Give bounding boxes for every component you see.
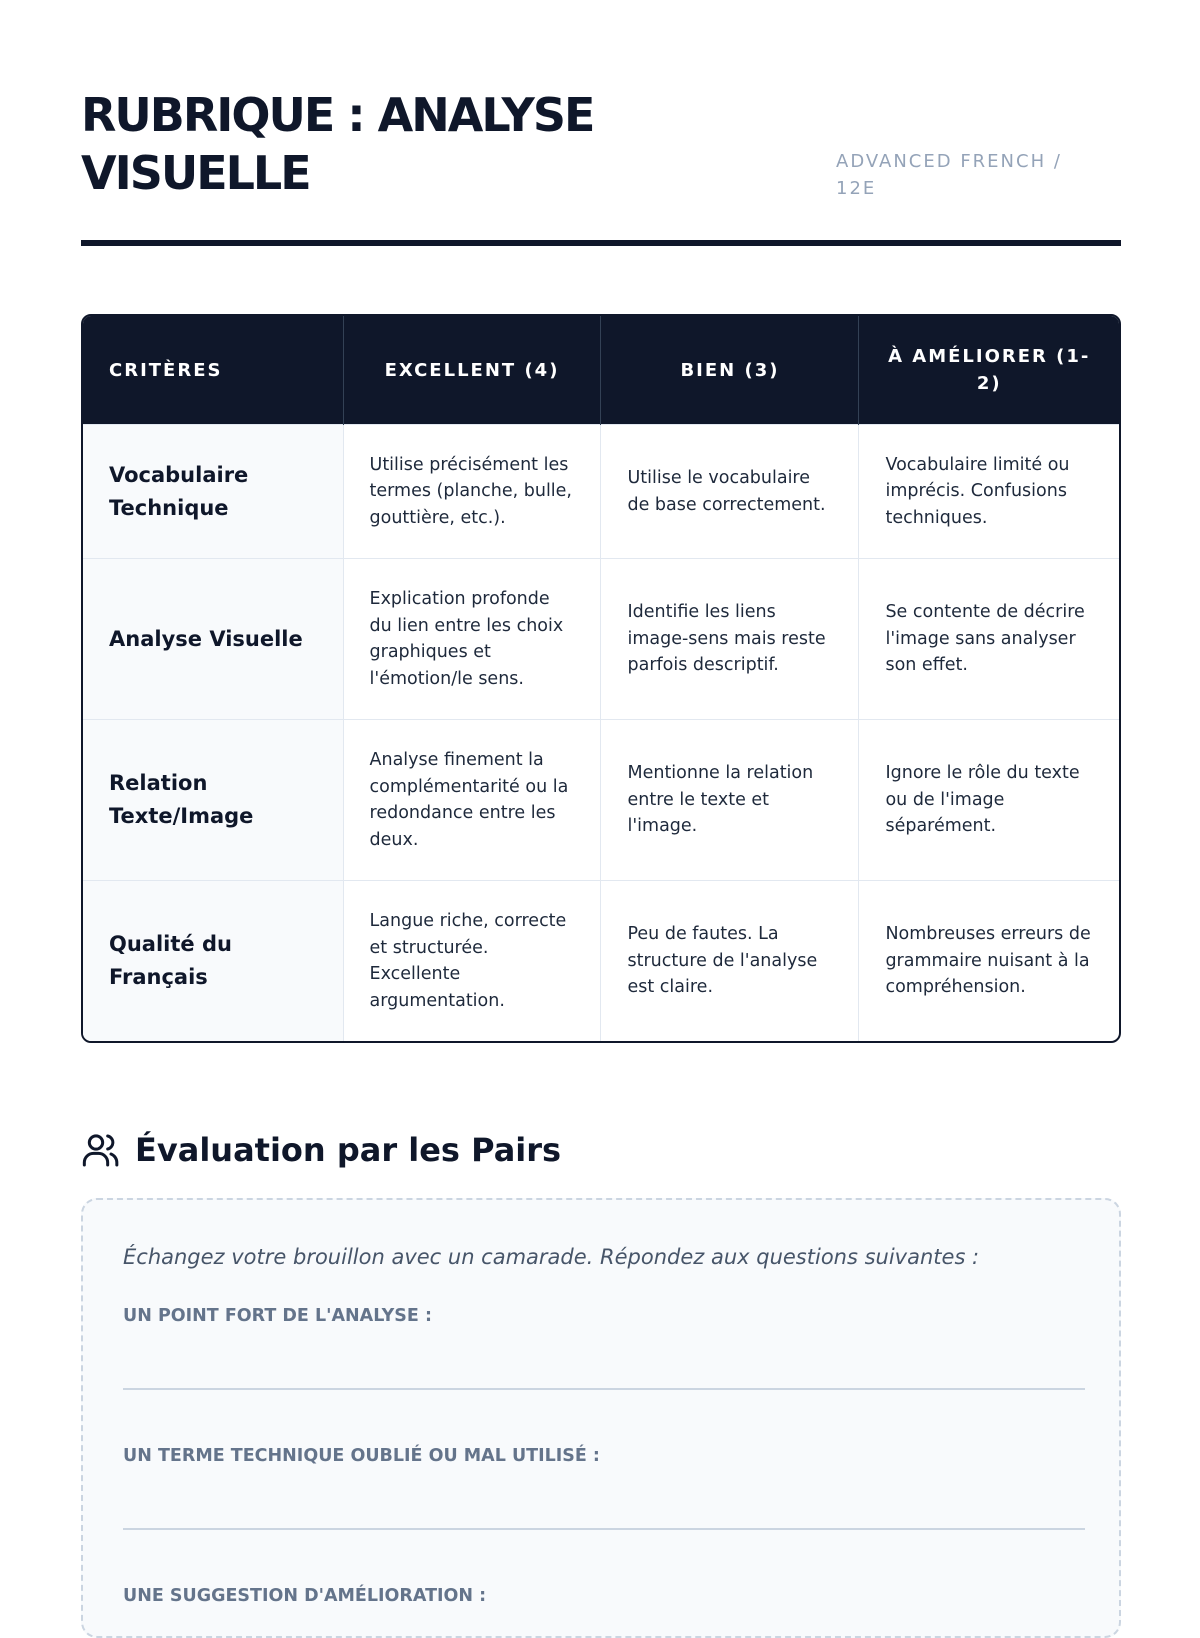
column-header-excellent: EXCELLENT (4) [343,316,601,425]
question-label-term: UN TERME TECHNIQUE OUBLIÉ OU MAL UTILISÉ : [123,1446,600,1466]
ameliorer-cell: Vocabulaire limité ou imprécis. Confusions techniques. [859,425,1119,559]
excellent-cell: Analyse finement la complémentarité ou la redondance entre les deux. [343,720,601,881]
answer-field-term[interactable] [123,1526,1085,1530]
header-divider [81,240,1121,246]
page [81,0,1121,1606]
excellent-cell: Langue riche, correcte et structurée. Excellente argumentation. [343,881,601,1042]
peer-review-intro: Échangez votre brouillon avec un camarade. Répondez aux questions suivantes : [123,1245,980,1269]
page-title: RUBRIQUE : ANALYSE VISUELLE [81,88,594,200]
table-header-row [83,316,1119,425]
criterion-cell: Vocabulaire Technique [83,425,343,559]
column-header-ameliorer: À AMÉLIORER (1-2) [859,316,1119,425]
column-header-bien: BIEN (3) [601,316,859,425]
question-label-suggestion: UNE SUGGESTION D'AMÉLIORATION : [123,1586,487,1606]
table-row [83,425,1119,559]
table-row [83,881,1119,1042]
ameliorer-cell: Se contente de décrire l'image sans analyser son effet. [859,559,1119,720]
answer-field-strength[interactable] [123,1386,1085,1390]
course-label: ADVANCED FRENCH / 12E [836,151,1062,199]
peer-review-title: Évaluation par les Pairs [135,1131,562,1169]
column-header-criteria: CRITÈRES [83,316,343,425]
table-row [83,559,1119,720]
peer-review-box [81,1198,1121,1638]
bien-cell: Mentionne la relation entre le texte et l'image. [601,720,859,881]
page-header [81,0,1121,250]
ameliorer-cell: Ignore le rôle du texte ou de l'image séparément. [859,720,1119,881]
excellent-cell: Explication profonde du lien entre les choix graphiques et l'émotion/le sens. [343,559,601,720]
ameliorer-cell: Nombreuses erreurs de grammaire nuisant à la compréhension. [859,881,1119,1042]
bien-cell: Peu de fautes. La structure de l'analyse est claire. [601,881,859,1042]
rubric-table [81,314,1121,1043]
criterion-cell: Relation Texte/Image [83,720,343,881]
criterion-cell: Qualité du Français [83,881,343,1042]
question-label-strength: UN POINT FORT DE L'ANALYSE : [123,1306,432,1326]
bien-cell: Utilise le vocabulaire de base correctement. [601,425,859,559]
excellent-cell: Utilise précisément les termes (planche, bulle, gouttière, etc.). [343,425,601,559]
bien-cell: Identifie les liens image-sens mais reste parfois descriptif. [601,559,859,720]
criterion-cell: Analyse Visuelle [83,559,343,720]
users-icon [81,1130,121,1170]
table-row [83,720,1119,881]
